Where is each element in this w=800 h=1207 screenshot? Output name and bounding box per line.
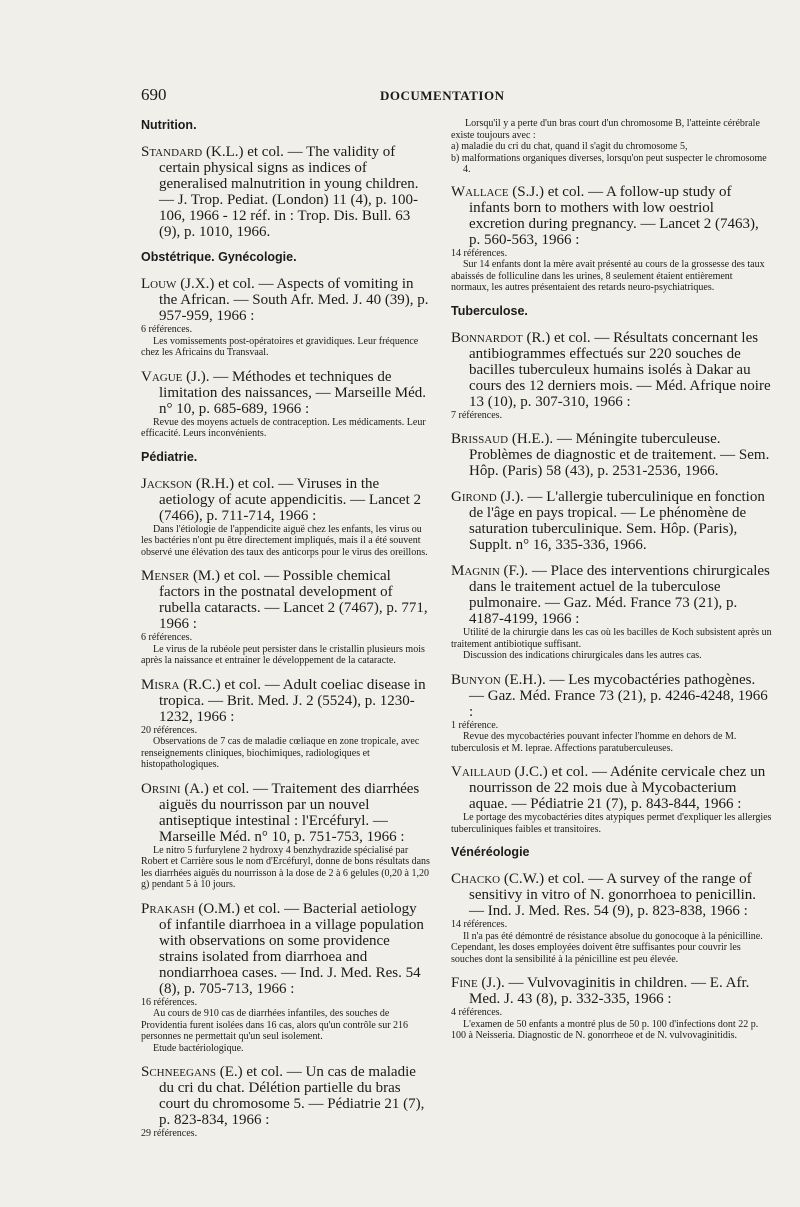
citation-text: (C.W.) et col. — A survey of the range of sensitivy in vitro of N. gonorrhoea to penicillin. — Ind. J. Med. Res. 54 (9), p. 823-838, 1966 :	[469, 871, 757, 919]
citation-text: (S.J.) et col. — A follow-up study of infants born to mothers with low oestriol excretion during pregnancy. — Lancet 2 (7463), p. 560-563, 1966 :	[469, 183, 759, 248]
author-name: Menser	[141, 568, 190, 584]
bib-entry	[451, 431, 772, 479]
citation-text: (K.L.) et col. — The validity of certain physical signs as indices of generalised malnutrition in young children. — J. Trop. Pediat. (London) 11 (4), p. 100-106, 1966 - 12 réf. in : Trop. Dis. Bull. 63 (9), p. 1010, 1966.	[159, 144, 419, 240]
reference-count: 14 références.	[451, 247, 508, 259]
author-name: Brissaud	[451, 431, 509, 447]
abstract-paragraph: Revue des moyens actuels de contraception. Les médicaments. Leur efficacité. Leurs inconvénients.	[141, 416, 426, 439]
citation	[451, 672, 772, 720]
section-heading: Tuberculose.	[451, 303, 528, 318]
citation	[451, 764, 772, 812]
bib-entry	[451, 489, 772, 553]
abstract-paragraph: Le portage des mycobactéries dites atypiques permet d'expliquer les allergies tuberculiniques faibles et transitoires.	[451, 812, 772, 835]
section-heading: Nutrition.	[141, 118, 197, 132]
abstract-paragraph: Il n'a pas été démontré de résistance absolue du gonocoque à la pénicilline. Cependant, les doses employées doivent être suffisantes pour couvrir les souches dont la sensibilité à la pénicilline est peu élevée.	[451, 930, 763, 965]
abstract-note	[451, 812, 772, 835]
reference-count: 6 références.	[141, 324, 193, 335]
bib-entry	[451, 871, 772, 965]
citation-text: (E.H.). — Les mycobactéries pathogènes. — Gaz. Méd. France 73 (21), p. 4246-4248, 1966 :	[469, 671, 768, 720]
author-name: Orsini	[141, 780, 181, 797]
citation-text: (J.X.) et col. — Aspects of vomiting in the African. — South Afr. Med. J. 40 (39), p. 957-959, 1966 :	[159, 276, 429, 324]
author-name: Fine	[451, 975, 478, 991]
citation	[451, 975, 772, 1007]
bib-entry	[141, 1064, 431, 1140]
citation	[451, 431, 772, 479]
citation-text: (E.) et col. — Un cas de maladie du cri du chat. Délétion partielle du bras court du chromosome 5. — Pédiatrie 21 (7), p. 823-834, 1966 :	[159, 1064, 425, 1128]
reference-count: 7 références.	[451, 409, 503, 421]
author-name: Magnin	[451, 563, 500, 579]
author-name: Bonnardot	[451, 329, 523, 346]
carryover-item: a) maladie du cri du chat, quand il s'agit du chromosome 5,	[451, 141, 688, 152]
bib-entry	[141, 568, 431, 667]
citation	[141, 369, 431, 417]
abstract-paragraph: Discussion des indications chirurgicales dans les autres cas.	[463, 650, 702, 661]
citation-text: (J.). — Vulvovaginitis in children. — E. Afr. Med. J. 43 (8), p. 332-335, 1966 :	[469, 975, 750, 1007]
reference-count: 4 références.	[451, 1007, 503, 1018]
abstract-note	[451, 627, 772, 662]
citation-text: (O.M.) et col. — Bacterial aetiology of infantile diarrhoea in a village population with observations on some providence strains isolated from diarrhoea and nondiarrhoea cases. — Ind. J. Med. Res. 54 (8), p. 705-713, 1966 :	[159, 900, 424, 997]
author-name: Louw	[141, 276, 177, 292]
author-name: Girond	[451, 489, 497, 505]
citation	[141, 276, 431, 324]
author-name: Misra	[141, 676, 180, 693]
abstract-note	[141, 417, 431, 440]
abstract-paragraph: Au cours de 910 cas de diarrhées infantiles, des souches de Providentia furent isolées dans 16 cas, alors qu'un contrôle sur 216 personnes ne permettait qu'un seul isolement.	[141, 1008, 409, 1042]
citation	[141, 781, 431, 845]
carryover-intro: Lorsqu'il y a perte d'un bras court d'un chromosome B, l'atteinte cérébrale existe toujours avec :	[451, 118, 760, 141]
abstract-note	[141, 736, 431, 771]
citation-text: (A.) et col. — Traitement des diarrhées aiguës du nourrisson par un nouvel antiseptique intestinal : l'Ercéfuryl. — Marseille Méd. n° 10, p. 751-753, 1966 :	[159, 780, 420, 845]
citation	[451, 489, 772, 553]
bib-entry	[451, 330, 772, 422]
author-name: Chacko	[451, 871, 501, 887]
right-column	[451, 118, 772, 1052]
citation	[141, 901, 431, 997]
bib-entry	[141, 901, 431, 1055]
abstract-note	[451, 259, 772, 294]
citation	[451, 563, 772, 627]
reference-count: 14 références.	[451, 919, 508, 930]
bib-entry	[141, 781, 431, 891]
right-sections	[451, 184, 772, 1042]
page-number: 690	[141, 85, 167, 104]
reference-count: 6 références.	[141, 632, 193, 643]
carryover-note	[451, 118, 772, 176]
abstract-note	[451, 1019, 772, 1042]
reference-count: 1 référence.	[451, 719, 499, 731]
citation	[141, 476, 431, 524]
author-name: Wallace	[451, 183, 509, 200]
citation-text: (F.). — Place des interventions chirurgicales dans le traitement actuel de la tuberculose pulmonaire. — Gaz. Méd. France 73 (21), p. 4187-4199, 1966 :	[469, 563, 770, 627]
author-name: Bunyon	[451, 671, 501, 688]
citation-text: (R.) et col. — Résultats concernant les antibiogrammes effectués sur 220 souches de bacilles tuberculeux humains isolés à Dakar au cours des 12 derniers mois. — Méd. Afrique noire 13 (10), p. 307-310, 1966 :	[469, 329, 771, 410]
reference-count: 16 références.	[141, 996, 198, 1008]
bib-entry	[451, 764, 772, 835]
citation	[141, 144, 431, 240]
reference-count: 29 références.	[141, 1128, 198, 1139]
section-heading: Obstétrique. Gynécologie.	[141, 250, 297, 264]
citation	[141, 677, 431, 725]
citation	[141, 568, 431, 632]
bib-entry	[451, 672, 772, 755]
author-name: Jackson	[141, 475, 193, 492]
citation-text: (R.H.) et col. — Viruses in the aetiology of acute appendicitis. — Lancet 2 (7466), p. 711-714, 1966 :	[159, 475, 421, 524]
abstract-note	[141, 845, 431, 891]
running-head: DOCUMENTATION	[380, 88, 505, 103]
bib-entry	[141, 677, 431, 771]
carryover-item: b) malformations organiques diverses, lorsqu'on peut suspecter le chromosome 4.	[451, 152, 767, 175]
citation-text: (J.C.) et col. — Adénite cervicale chez un nourrisson de 22 mois due à Mycobacterium aquae. — Pédiatrie 21 (7), p. 843-844, 1966 :	[469, 764, 766, 812]
abstract-note	[141, 524, 431, 559]
abstract-note	[141, 1008, 431, 1054]
citation-text: (H.E.). — Méningite tuberculeuse. Problèmes de diagnostic et de traitement. — Sem. Hôp. (Paris) 58 (43), p. 2531-2536, 1966.	[469, 431, 770, 479]
citation	[141, 1064, 431, 1128]
bib-entry	[451, 563, 772, 662]
abstract-note	[451, 931, 772, 966]
author-name: Prakash	[141, 900, 195, 917]
abstract-paragraph: Le nitro 5 furfurylene 2 hydroxy 4 benzhydrazide spécialisé par Robert et Carrière sous le nom d'Ercéfuryl, donne de bons résultats dans les diarrhées aiguës du nourrisson à la dose de 2 à 6 gelules (0,20 à 1,20 g) pendant 5 à 10 jours.	[141, 844, 430, 890]
abstract-paragraph: Dans l'étiologie de l'appendicite aiguë chez les enfants, les virus ou les bactéries n'ont pu être directement impliqués, mais il a été souvent observé une élévation des taux des anticorps pour le virus des oreillons.	[141, 523, 428, 558]
bib-entry	[141, 276, 431, 359]
author-name: Vaillaud	[451, 764, 511, 780]
bib-entry	[141, 144, 431, 240]
reference-count: 20 références.	[141, 724, 198, 736]
bib-entry	[141, 476, 431, 559]
author-name: Standard	[141, 144, 203, 160]
abstract-note	[141, 336, 431, 359]
citation-text: (M.) et col. — Possible chemical factors in the postnatal development of rubella cataracts. — Lancet 2 (7467), p. 771, 1966 :	[159, 568, 428, 632]
abstract-paragraph: Sur 14 enfants dont la mère avait présenté au cours de la grossesse des taux abaissés de folliculine dans les urines, 8 seulement étaient entièrement normaux, les autres présentaient des retards neuro-psychiatriques.	[451, 259, 765, 293]
left-column	[141, 118, 431, 1150]
abstract-note	[451, 731, 772, 754]
citation	[451, 871, 772, 919]
bib-entry	[451, 975, 772, 1042]
abstract-note	[141, 644, 431, 667]
citation-text: (J.). — L'allergie tuberculinique en fonction de l'âge en pays tropical. — Le phénomène de saturation tuberculinique. Sem. Hôp. (Paris), Supplt. n° 16, 335-336, 1966.	[469, 489, 765, 553]
citation-text: (R.C.) et col. — Adult coeliac disease in tropica. — Brit. Med. J. 2 (5524), p. 1230-1232, 1966 :	[159, 676, 426, 725]
citation	[451, 330, 772, 410]
abstract-paragraph: Le virus de la rubéole peut persister dans le cristallin plusieurs mois après la naissance et entrainer le développement de la cataracte.	[141, 643, 425, 666]
abstract-paragraph: Etude bactériologique.	[153, 1042, 244, 1054]
abstract-paragraph: L'examen de 50 enfants a montré plus de 50 p. 100 d'infections dont 22 p. 100 à Neisseria. Diagnostic de N. gonorrheoe et de N. vulvovaginitidis.	[451, 1018, 759, 1041]
citation	[451, 184, 772, 248]
section-heading: Pédiatrie.	[141, 449, 198, 464]
citation-text: (J.). — Méthodes et techniques de limitation des naissances, — Marseille Méd. n° 10, p. 685-689, 1966 :	[159, 368, 427, 417]
abstract-paragraph: Observations de 7 cas de maladie cœliaque en zone tropicale, avec renseignements cliniques, biochimiques, radiologiques et histopathologiques.	[141, 736, 420, 770]
bib-entry	[451, 184, 772, 294]
author-name: Vague	[141, 368, 183, 385]
bib-entry	[141, 369, 431, 440]
abstract-paragraph: Les vomissements post-opératoires et gravidiques. Leur fréquence chez les Africains du Transvaal.	[141, 335, 419, 358]
abstract-paragraph: Revue des mycobactéries pouvant infecter l'homme en dehors de M. tuberculosis et M. leprae. Affections paratuberculeuses.	[451, 731, 737, 754]
section-heading: Vénéréologie	[451, 845, 530, 859]
author-name: Schneegans	[141, 1064, 216, 1080]
abstract-paragraph: Utilité de la chirurgie dans les cas où les bacilles de Koch subsistent après un traitement antibiotique suffisant.	[451, 627, 772, 650]
